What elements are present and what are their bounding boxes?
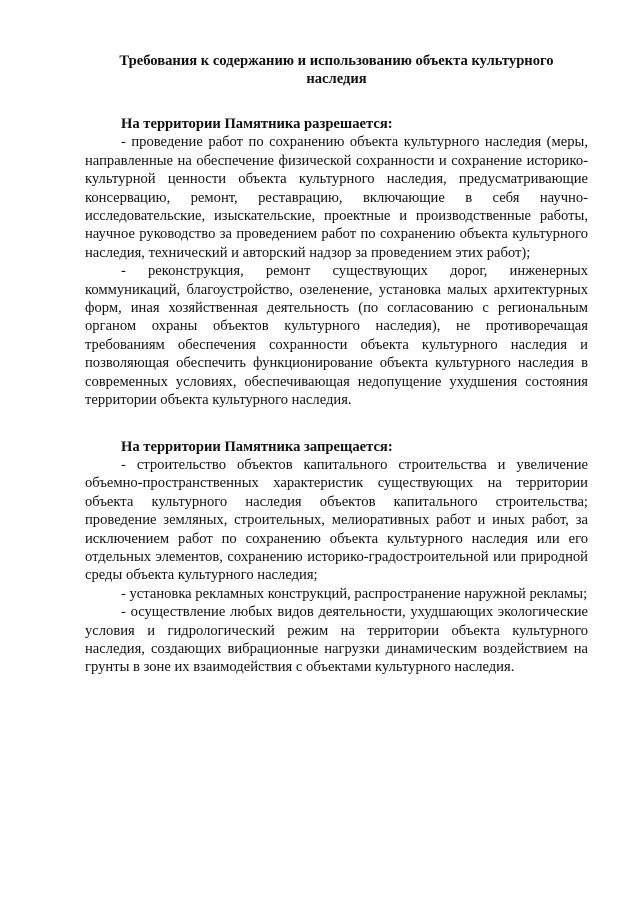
paragraph-allowed-preservation: - проведение работ по сохранению объекта культурного наследия (меры, направленные на обеспечение физической сохранности и сохранение историко-культурной ценности объекта культурного наследия, предусматривающие консервацию, ремонт, реставрацию, включающие в себя научно-исследовательские, изыскательские, проектные и производственные работы, научное руководство за проведением работ по сохранению объекта культурного наследия, технический и авторский надзор за проведением этих работ); [85,134,588,261]
paragraph-allowed-reconstruction: - реконструкция, ремонт существующих дорог, инженерных коммуникаций, благоустройство, озеленение, установка малых архитектурных форм, иная хозяйственная деятельность (по согласованию с региональным органом охраны объектов культурного наследия), не противоречащая требованиям обеспечения сохранности объекта культурного наследия и позволяющая обеспечить функционирование объекта культурного наследия в современных условиях, обеспечивающая недопущение ухудшения состояния территории объекта культурного наследия. [85,263,588,409]
document-title: Требования к содержанию и использованию объекта культурного наследия [119,53,554,87]
paragraph-prohibited-ecology: - осуществление любых видов деятельности, ухудшающих экологические условия и гидрологический режим на территории объекта культурного наследия, создающих вибрационные нагрузки динамическим воздействием на грунты в зоне их взаимодействия с объектами культурного наследия. [85,604,588,676]
section-heading-prohibited: На территории Памятника запрещается: [121,438,393,455]
paragraph-prohibited-construction: - строительство объектов капитального строительства и увеличение объемно-пространственных характеристик существующих на территории объекта культурного наследия объектов капитального строительства; проведение земляных, строительных, мелиоративных работ и иных работ, за исключением работ по сохранению объекта культурного наследия или его отдельных элементов, сохранению историко-градостроительной или природной среды объекта культурного наследия; [85,456,588,584]
document-page [85,52,588,705]
section-allowed [85,115,588,410]
paragraph-prohibited-advertising: - установка рекламных конструкций, распространение наружной рекламы; [121,585,588,602]
section-prohibited [85,438,588,677]
section-heading-allowed: На территории Памятника разрешается: [121,116,393,132]
